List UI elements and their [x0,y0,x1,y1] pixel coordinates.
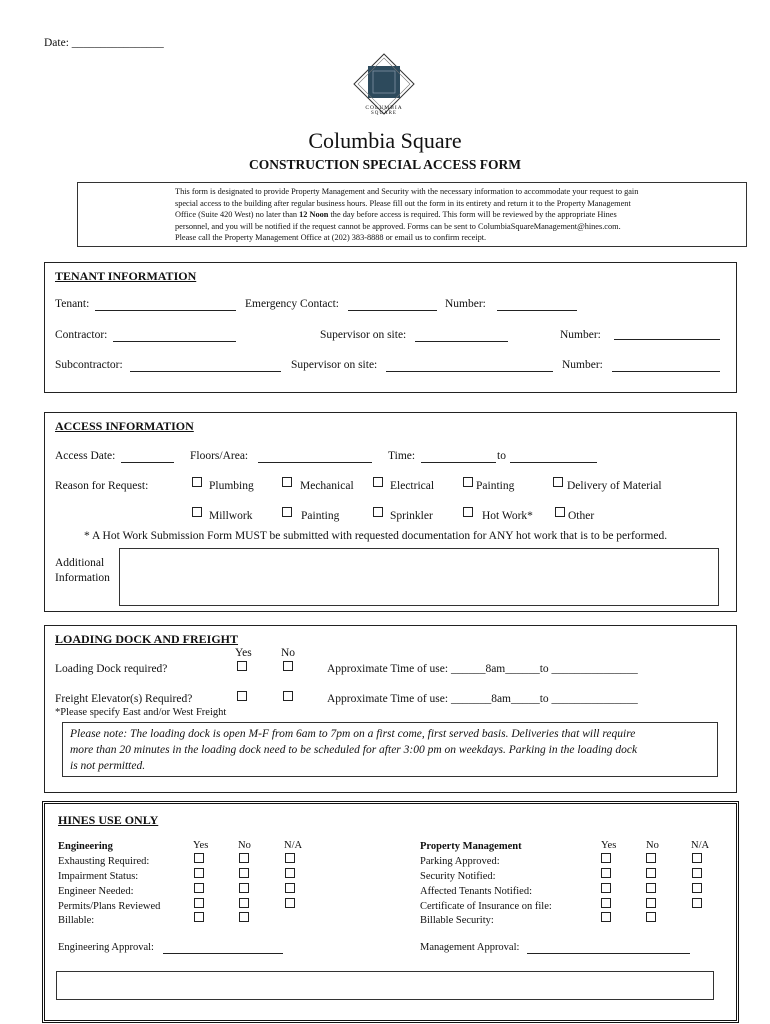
reason-checkbox[interactable] [373,477,383,487]
eng-impairment-yes[interactable] [194,868,204,878]
additional-info-textarea[interactable] [119,548,719,606]
hines-heading: HINES USE ONLY [58,813,159,827]
engineering-heading: Engineering [58,841,113,852]
sub-supervisor-input[interactable] [386,360,553,372]
form-subtitle: CONSTRUCTION SPECIAL ACCESS FORM [249,157,521,172]
time-to-input[interactable] [510,451,597,463]
subcontractor-input[interactable] [130,360,281,372]
eng-item-label: Impairment Status: [58,871,139,882]
eng-impairment-no[interactable] [239,868,249,878]
emergency-contact-input[interactable] [348,299,437,311]
time-to-label: to [497,450,506,462]
logo-text: COLUMBIA [365,105,403,111]
sub-number-label: Number: [562,359,603,371]
pm-item-label: Security Notified: [420,871,496,882]
tenant-heading: TENANT INFORMATION [55,269,197,283]
reason-option-other: Other [568,510,595,522]
eng-item-label: Billable: [58,915,95,926]
loading-heading: LOADING DOCK AND FREIGHT [55,632,239,646]
floors-input[interactable] [258,451,372,463]
loading-dock-label: Loading Dock required? [55,663,168,675]
eng-item-label: Exhausting Required: [58,856,150,867]
emergency-number-label: Number: [445,298,486,310]
reason-option-painting-2: Painting [301,510,340,522]
pm-na-label: N/A [691,840,710,851]
intro-line: Please call the Property Management Office at (202) 383-8888 or email us to confirm receipt. [175,233,487,243]
freight-time[interactable]: Approximate Time of use: _______8am_____to _______________ [327,693,638,705]
eng-billable-yes[interactable] [194,912,204,922]
reason-option-mechanical: Mechanical [300,480,354,492]
contractor-label: Contractor: [55,329,108,341]
reason-checkbox[interactable] [463,507,473,517]
freight-yes-checkbox[interactable] [237,691,247,701]
columbia-square-logo [352,52,416,118]
reason-option-delivery: Delivery of Material [567,480,662,492]
pm-parking-no[interactable] [646,853,656,863]
supervisor-label: Supervisor on site: [320,329,407,341]
pm-tenants-no[interactable] [646,883,656,893]
sub-supervisor-label: Supervisor on site: [291,359,378,371]
eng-permits-no[interactable] [239,898,249,908]
reason-option-plumbing: Plumbing [209,480,254,492]
pm-item-label: Billable Security: [420,915,494,926]
intro-line [175,209,638,221]
pm-no-label: No [646,840,659,851]
access-date-input[interactable] [121,451,174,463]
eng-permits-yes[interactable] [194,898,204,908]
floors-label: Floors/Area: [190,450,249,462]
eng-engineer-yes[interactable] [194,883,204,893]
eng-impairment-na[interactable] [285,868,295,878]
intro-line: This form is designated to provide Property Management and Security with the necessary information to accommodate your request to gain [175,187,639,196]
pm-parking-na[interactable] [692,853,702,863]
reason-checkbox[interactable] [192,477,202,487]
contractor-input[interactable] [113,330,236,342]
reason-option-electrical: Electrical [390,480,435,492]
access-date-label: Access Date: [55,450,116,462]
eng-na-label: N/A [284,840,303,851]
pm-item-label: Certificate of Insurance on file: [420,901,552,912]
loading-note-line: Please note: The loading dock is open M-F from 6am to 7pm on a first come, first served basis. Deliveries that will require [70,728,636,740]
reason-checkbox[interactable] [282,477,292,487]
management-approval-label: Management Approval: [420,942,520,953]
intro-span: the day before access is required. This form will be reviewed by the appropriate Hines [328,210,617,220]
access-heading: ACCESS INFORMATION [55,419,194,433]
engineering-approval-label: Engineering Approval: [58,942,154,953]
reason-checkbox[interactable] [192,507,202,517]
contractor-number-input[interactable] [614,328,720,340]
pm-security-na[interactable] [692,868,702,878]
pm-heading: Property Management [420,841,522,852]
date-field[interactable]: Date: ________________ [44,37,164,49]
eng-exhausting-na[interactable] [285,853,295,863]
reason-checkbox[interactable] [553,477,563,487]
pm-security-yes[interactable] [601,868,611,878]
freight-elevator-label: Freight Elevator(s) Required? [55,693,193,705]
yes-column-label: Yes [235,647,252,659]
emergency-number-input[interactable] [497,299,577,311]
logo-text-2: SQUARE [370,111,397,116]
reason-label: Reason for Request: [55,480,149,492]
pm-insurance-na[interactable] [692,898,702,908]
eng-permits-na[interactable] [285,898,295,908]
intro-text [175,186,638,244]
eng-exhausting-no[interactable] [239,853,249,863]
time-from-input[interactable] [421,451,496,463]
management-approval-input[interactable] [527,942,690,954]
pm-insurance-no[interactable] [646,898,656,908]
pm-item-label: Affected Tenants Notified: [420,886,533,897]
hines-notes-box[interactable] [56,971,714,1000]
eng-yes-label: Yes [193,840,209,851]
eng-engineer-na[interactable] [285,883,295,893]
intro-line: personnel, and you will be notified if the request cannot be approved. Forms can be sent to ColumbiaSquareManagement@hines.com. [175,221,621,231]
eng-engineer-no[interactable] [239,883,249,893]
loading-note-line: more than 20 minutes in the loading dock need to be scheduled for after 3:00 pm on weekdays. Parking in the loading dock [70,744,638,756]
pm-security-no[interactable] [646,868,656,878]
intro-span: Office (Suite 420 West) no later than [175,210,300,220]
additional-info-label-2: Information [55,572,110,584]
pm-item-label: Parking Approved: [420,856,500,867]
loading-note-line: is not permitted. [70,760,146,772]
page-title: Columbia Square [308,128,462,153]
eng-billable-no[interactable] [239,912,249,922]
pm-tenants-yes[interactable] [601,883,611,893]
engineering-approval-input[interactable] [163,942,283,954]
freight-no-checkbox[interactable] [283,691,293,701]
pm-billable-yes[interactable] [601,912,611,922]
emergency-contact-label: Emergency Contact: [245,298,339,310]
hot-work-note: * A Hot Work Submission Form MUST be submitted with requested documentation for ANY hot work that is to be performed. [84,530,668,542]
deadline-text: 12 Noon [299,210,329,220]
supervisor-input[interactable] [415,330,508,342]
pm-tenants-na[interactable] [692,883,702,893]
reason-option-painting: Painting [476,480,515,492]
eng-no-label: No [238,840,251,851]
reason-checkbox[interactable] [555,507,565,517]
contractor-number-label: Number: [560,329,601,341]
pm-parking-yes[interactable] [601,853,611,863]
tenant-label: Tenant: [55,298,90,310]
intro-line: special access to the building after regular business hours. Please fill out the form in its entirety and return it to the Property Management [175,198,631,208]
sub-number-input[interactable] [612,360,720,372]
additional-info-label: Additional [55,557,105,569]
reason-option-hot-work: Hot Work* [482,510,533,522]
reason-option-millwork: Millwork [209,510,253,522]
reason-checkbox[interactable] [463,477,473,487]
subcontractor-label: Subcontractor: [55,359,123,371]
reason-checkbox[interactable] [282,507,292,517]
freight-specify-note: *Please specify East and/or West Freight [55,707,227,718]
reason-checkbox[interactable] [373,507,383,517]
eng-item-label: Engineer Needed: [58,886,134,897]
time-label: Time: [388,450,416,462]
eng-exhausting-yes[interactable] [194,853,204,863]
no-column-label: No [281,647,296,659]
loading-dock-no-checkbox[interactable] [283,661,293,671]
pm-yes-label: Yes [601,840,617,851]
pm-insurance-yes[interactable] [601,898,611,908]
loading-dock-yes-checkbox[interactable] [237,661,247,671]
eng-item-label: Permits/Plans Reviewed [58,901,161,912]
loading-dock-time[interactable]: Approximate Time of use: ______8am______to _______________ [327,663,638,675]
reason-option-sprinkler: Sprinkler [390,510,433,522]
tenant-input[interactable] [95,299,236,311]
pm-billable-no[interactable] [646,912,656,922]
